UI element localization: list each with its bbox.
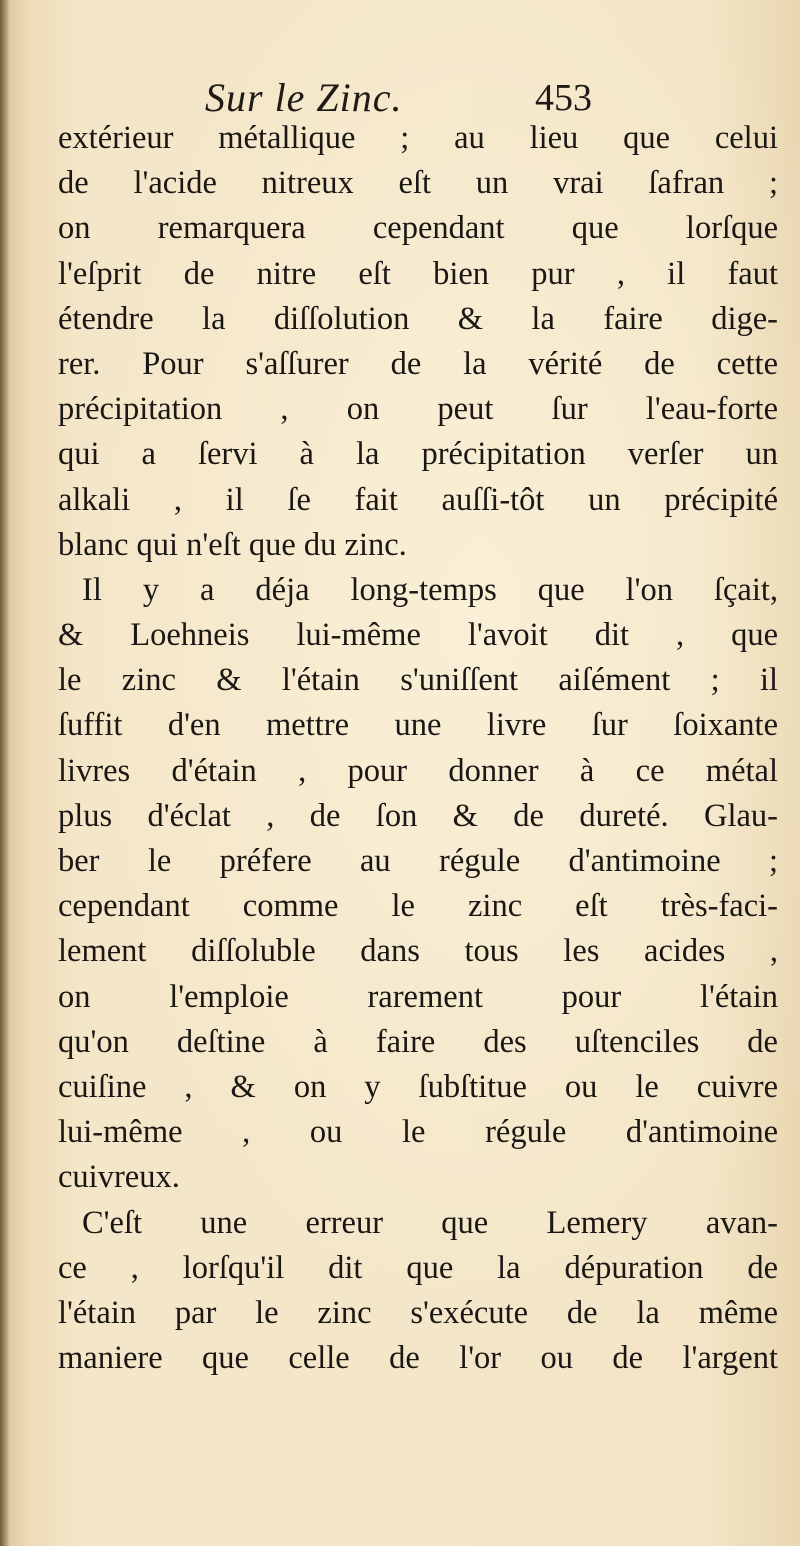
text-line: maniere que celle de l'or ou de l'argent <box>58 1340 778 1377</box>
text-line: cependant comme le zinc eſt très-faci- <box>58 888 778 925</box>
text-line: lui-même , ou le régule d'antimoine <box>58 1114 778 1151</box>
text-line: on remarquera cependant que lorſque <box>58 210 778 247</box>
text-line: étendre la diſſolution & la faire dige- <box>58 300 778 337</box>
text-line: Il y a déja long-temps que l'on ſçait, <box>82 571 778 608</box>
text-line: qui a ſervi à la précipitation verſer un <box>58 436 778 473</box>
text-line: extérieur métallique ; au lieu que celui <box>58 120 778 156</box>
text-line: l'étain par le zinc s'exécute de la même <box>58 1294 778 1331</box>
page-gutter-shadow <box>0 0 10 1546</box>
running-head: Sur le Zinc. <box>205 75 403 120</box>
text-line: plus d'éclat , de ſon & de dureté. Glau- <box>58 797 778 834</box>
body-text <box>58 116 778 1381</box>
text-line: cuiſine , & on y ſubſtitue ou le cuivre <box>58 1068 778 1105</box>
text-line: l'eſprit de nitre eſt bien pur , il faut <box>58 255 778 292</box>
text-line: qu'on deſtine à faire des uſtenciles de <box>58 1023 778 1060</box>
text-line: précipitation , on peut ſur l'eau-forte <box>58 391 778 428</box>
text-line: rer. Pour s'aſſurer de la vérité de cette <box>58 345 778 382</box>
text-line: on l'emploie rarement pour l'étain <box>58 978 778 1015</box>
page-number: 453 <box>535 77 592 119</box>
text-line: C'eſt une erreur que Lemery avan- <box>82 1204 778 1241</box>
text-line: cuivreux. <box>58 1159 180 1196</box>
text-line: blanc qui n'eſt que du zinc. <box>58 526 407 563</box>
text-line: livres d'étain , pour donner à ce métal <box>58 752 778 789</box>
text-line: ber le préfere au régule d'antimoine ; <box>58 843 778 879</box>
text-line: ce , lorſqu'il dit que la dépuration de <box>58 1249 778 1286</box>
text-line: ſuffit d'en mettre une livre ſur ſoixante <box>58 707 778 744</box>
text-line: alkali , il ſe fait auſſi-tôt un précipité <box>58 481 778 518</box>
text-line: lement diſſoluble dans tous les acides , <box>58 933 778 970</box>
text-line: & Loehneis lui-même l'avoit dit , que <box>58 617 778 654</box>
text-line: de l'acide nitreux eſt un vrai ſafran ; <box>58 165 778 202</box>
text-line: le zinc & l'étain s'uniſſent aiſément ; il <box>58 662 778 699</box>
